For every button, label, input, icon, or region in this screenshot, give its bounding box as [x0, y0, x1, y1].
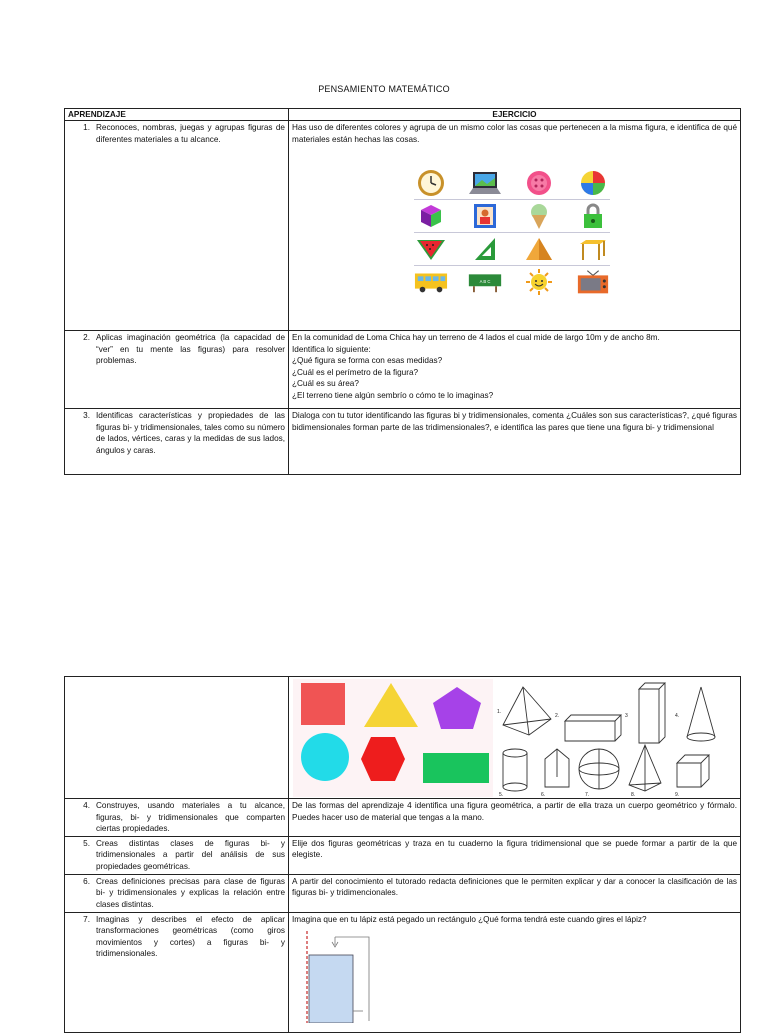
ejercicio-line: ¿Qué figura se forma con esas medidas? — [292, 356, 443, 365]
table-icon — [576, 235, 610, 263]
ejercicio-text: Dialoga con tu tutor identificando las figuras bi y tridimensionales, comenta ¿Cuáles son sus características?, ¿qué figuras bidimensionales forman parte de las tridimensionales?, e identifica las pares que tiene una figura bi- y tridimensional — [292, 411, 737, 432]
solid-label: 3 — [625, 713, 628, 719]
ejercicio-text: De las formas del aprendizaje 4 identifica una figura geométrica, a partir de ella traza un cuerpo geométrico y fórmalo. Puedes hacer uso de material que tengas a la mano. — [292, 801, 737, 822]
ejercicio-cell — [289, 121, 741, 331]
solid-label: 8. — [631, 792, 636, 797]
solid-label: 9. — [675, 792, 680, 797]
circle-shape — [301, 733, 349, 781]
empty-cell — [65, 677, 289, 799]
aprendizaje-text: Imaginas y describes el efecto de aplicar transformaciones geométricas (como giros movimientos y cortes) a figuras bi- y tridimensionales. — [96, 914, 285, 958]
aprendizaje-cell — [65, 874, 289, 912]
learning-table-1 — [64, 108, 741, 475]
aprendizaje-cell — [65, 331, 289, 409]
ejercicio-cell — [289, 409, 741, 475]
watermelon-icon — [414, 235, 448, 263]
item-number: 5. — [83, 838, 90, 848]
icon-row — [414, 266, 610, 298]
solid-label: 6. — [541, 792, 546, 797]
aprendizaje-text: Identificas características y propiedades de las figuras bi- y tridimensionales, tales como su número de lados, vértices, caras y la medidas de sus lados, ángulos y caras. — [96, 411, 285, 455]
aprendizaje-cell — [65, 799, 289, 837]
ejercicio-text: Imagina que en tu lápiz está pegado un rectángulo ¿Qué forma tendrá este cuando gires el lápiz? — [292, 914, 647, 924]
ejercicio-cell — [289, 912, 741, 1032]
ejercicio-cell — [289, 331, 741, 409]
objects-image — [414, 167, 610, 298]
ejercicio-text: A partir del conocimiento el tutorado redacta definiciones que le permiten explicar y dar a conocer la clasificación de las figuras bi- y tridimencionales. — [292, 876, 737, 897]
item-number: 2. — [83, 333, 90, 342]
cube-icon — [414, 202, 448, 230]
solid-label: 2. — [555, 713, 560, 719]
set-square-icon — [468, 235, 502, 263]
ejercicio-line: ¿El terreno tiene algún sembrío o cómo te lo imaginas? — [292, 390, 494, 400]
ejercicio-cell — [289, 874, 741, 912]
chalkboard-icon — [468, 268, 502, 296]
aprendizaje-cell — [65, 121, 289, 331]
aprendizaje-text: Aplicas imaginación geométrica (la capacidad de “ver” en tu mente las figuras) para resolver problemas. — [96, 333, 285, 365]
icon-row — [414, 233, 610, 266]
plane-shapes-image — [293, 679, 493, 797]
solid-label: 1. — [497, 709, 502, 715]
ejercicio-text: Elije dos figuras geométricas y traza en tu cuaderno la figura tridimensional que se puede formar a partir de la que elegiste. — [292, 838, 737, 859]
ejercicio-line: ¿Cuál es su área? — [292, 379, 359, 388]
aprendizaje-cell — [65, 836, 289, 874]
chalkboard-label: A B C — [479, 278, 491, 284]
ejercicio-line: ¿Cuál es el perímetro de la figura? — [292, 367, 419, 377]
clock-icon — [414, 169, 448, 197]
laptop-icon — [468, 169, 502, 197]
aprendizaje-text: Creas definiciones precisas para clase de figuras bi- y tridimensionales y explicas la relación entre clases distintas. — [96, 876, 285, 909]
ejercicio-cell — [289, 799, 741, 837]
aprendizaje-text: Creas distintas clases de figuras bi- y tridimensionales a partir del análisis de sus propiedades geométricas. — [96, 838, 285, 871]
pencil-rectangle-diagram — [299, 931, 379, 1023]
aprendizaje-cell — [65, 409, 289, 475]
ejercicio-cell — [289, 836, 741, 874]
solid-figures-image — [495, 679, 733, 797]
shapes-cell — [289, 677, 741, 799]
rectangle-shape — [423, 753, 489, 783]
item-number: 7. — [83, 914, 90, 924]
icon-row — [414, 167, 610, 200]
ejercicio-line: Identifica lo siguiente: — [292, 344, 371, 354]
item-number: 1. — [83, 123, 90, 132]
pyramid-icon — [522, 235, 556, 263]
sun-icon — [522, 268, 556, 296]
icon-row — [414, 200, 610, 233]
button-icon — [522, 169, 556, 197]
solid-label: 4. — [675, 713, 680, 719]
ejercicio-line: En la comunidad de Loma Chica hay un terreno de 4 lados el cual mide de largo 10m y de ancho 8m. — [292, 333, 660, 342]
header-ejercicio: EJERCICIO — [289, 109, 741, 121]
square-shape — [301, 683, 345, 725]
ice-cream-icon — [522, 202, 556, 230]
padlock-icon — [576, 202, 610, 230]
item-number: 4. — [83, 801, 90, 810]
header-aprendizaje: APRENDIZAJE — [65, 109, 289, 121]
solid-label: 5. — [499, 792, 504, 797]
bus-icon — [414, 268, 448, 296]
beach-ball-icon — [576, 169, 610, 197]
aprendizaje-text: Construyes, usando materiales a tu alcance, figuras, bi- y tridimensionales que comparten ciertas propiedades. — [96, 801, 285, 833]
ejercicio-text: Has uso de diferentes colores y agrupa de un mismo color las cosas que pertenecen a la misma figura, e identifica de qué materiales están hechas las cosas. — [292, 123, 737, 144]
learning-table-2 — [64, 676, 741, 1033]
aprendizaje-text: Reconoces, nombras, juegas y agrupas figuras de diferentes materiales a tu alcance. — [96, 123, 285, 144]
solid-label: 7. — [585, 792, 590, 797]
item-number: 6. — [83, 876, 90, 886]
television-icon — [576, 268, 610, 296]
document-title: PENSAMIENTO MATEMÁTICO — [318, 84, 450, 94]
photo-frame-icon — [468, 202, 502, 230]
item-number: 3. — [83, 411, 90, 420]
aprendizaje-cell — [65, 912, 289, 1032]
